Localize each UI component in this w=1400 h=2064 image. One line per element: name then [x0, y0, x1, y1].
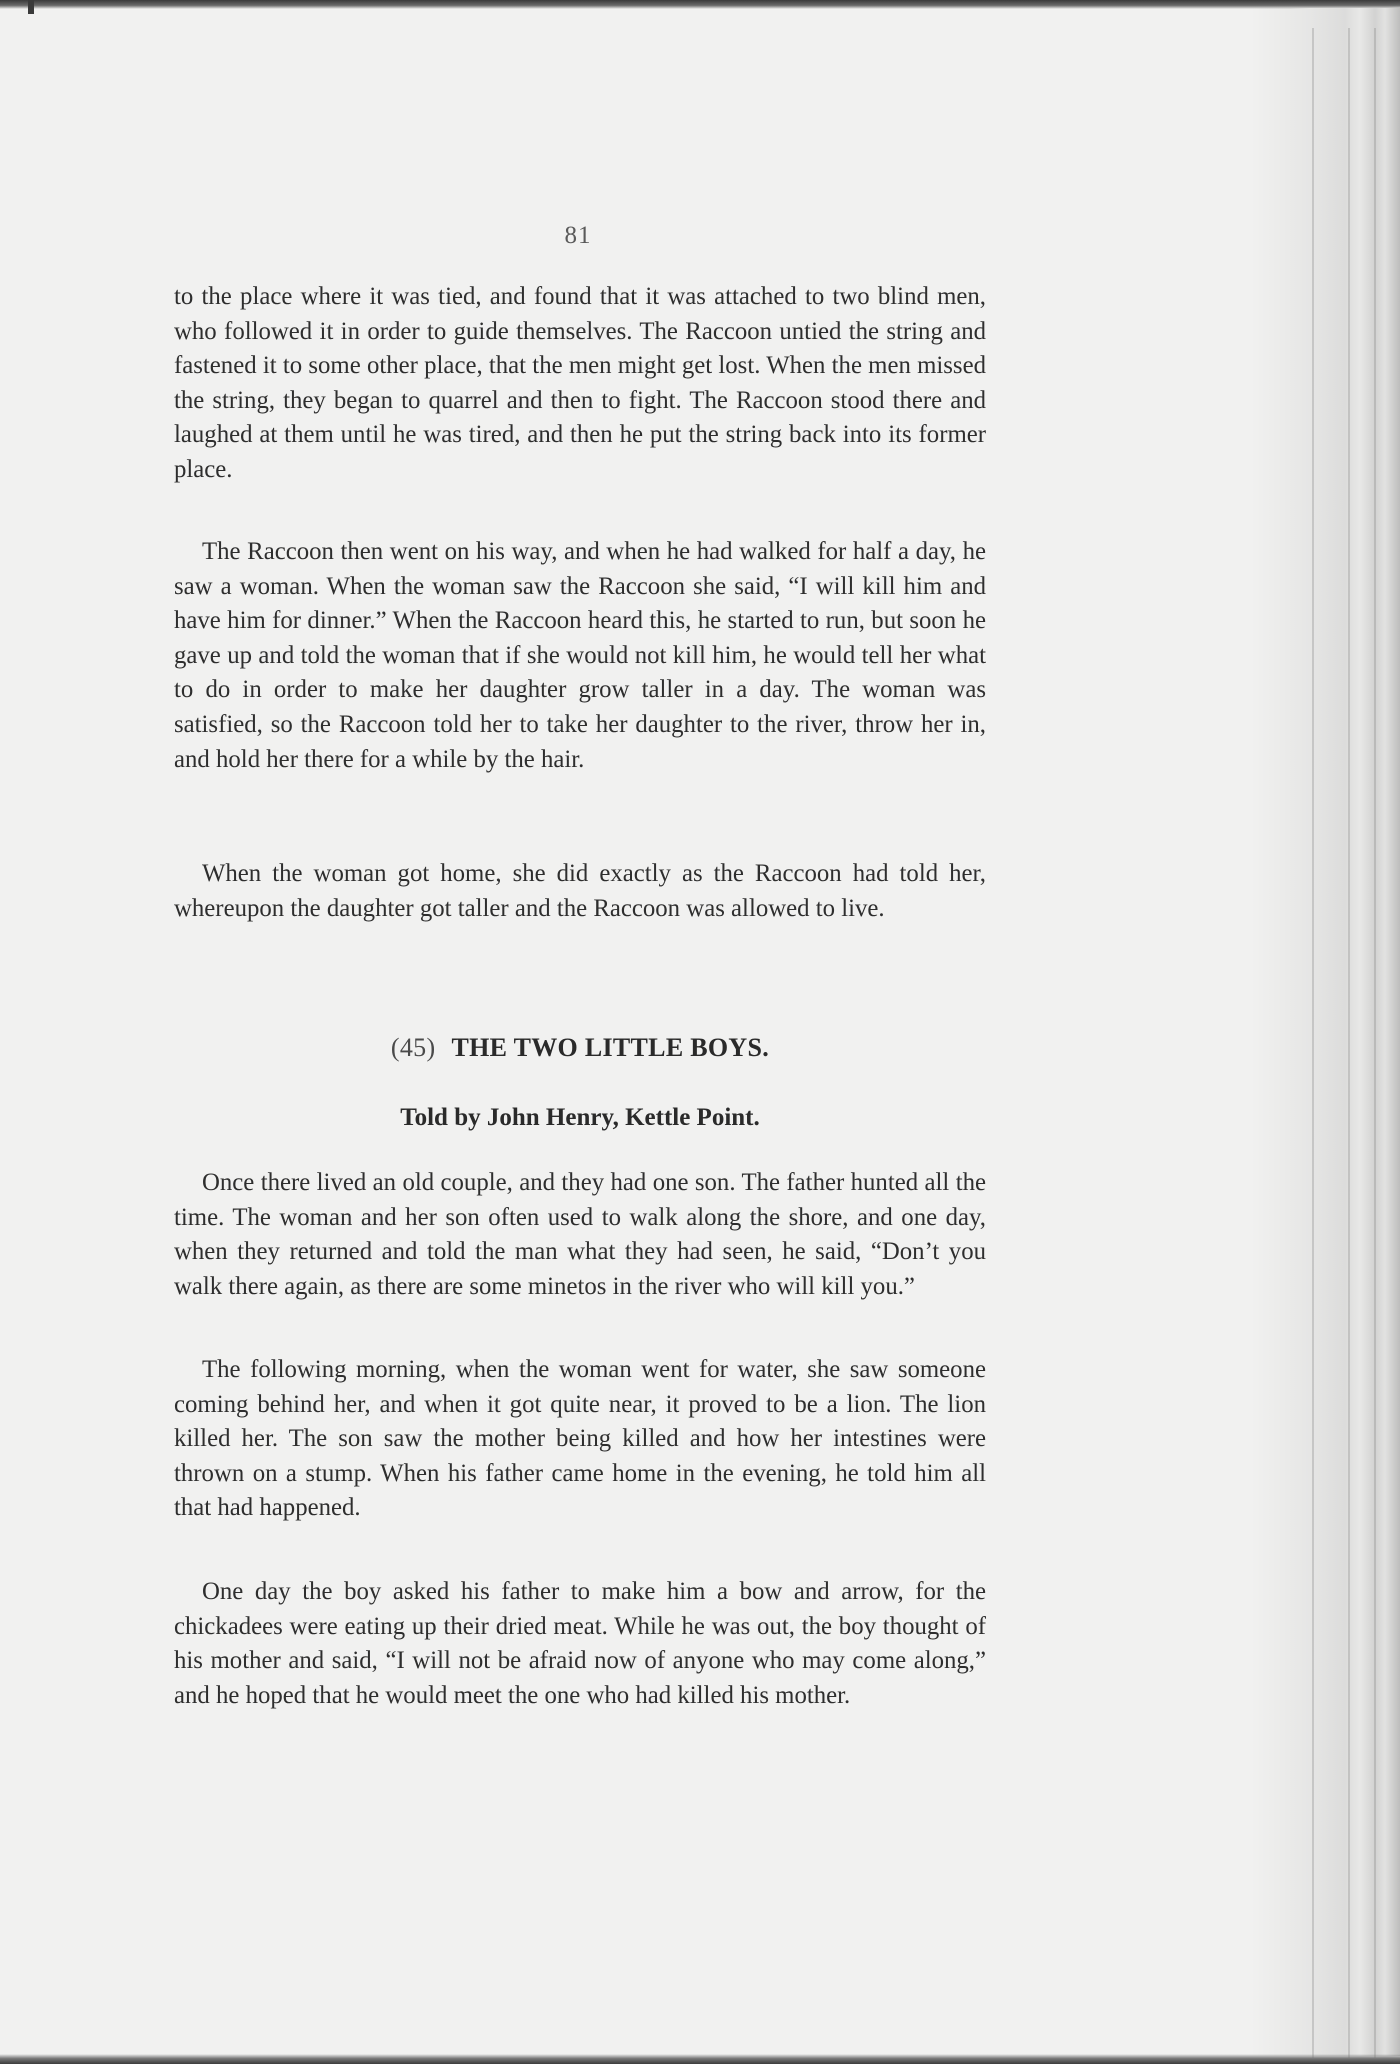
body-paragraph: Once there lived an old couple, and they had one son. The father hunted all the time. The woman and her son often used to walk along the shore, and one day, when they returned and told the man what they had seen, he said, “Don’t you walk there again, as there are some minetos in the river who will kill you.”: [174, 1169, 986, 1300]
story-heading: [174, 1033, 986, 1063]
scan-corner-mark: [28, 0, 34, 14]
body-paragraph: When the woman got home, she did exactly as the Raccoon had told her, whereupon the daughter got taller and the Raccoon was allowed to live.: [174, 860, 986, 922]
body-paragraph: The Raccoon then went on his way, and when he had walked for half a day, he saw a woman. When the woman saw the Raccoon she said, “I will kill him and have him for dinner.” When the Raccoon heard this, he started to run, but soon he gave up and told the woman that if she would not kill him, he would tell her what to do in order to make her daughter grow taller in a day. The woman was satisfied, so the Raccoon told her to take her daughter to the river, throw her in, and hold her there for a while by the hair.: [174, 538, 986, 773]
story-number: (45): [390, 1033, 436, 1062]
story-title: THE TWO LITTLE BOYS.: [451, 1033, 770, 1062]
story-teller-credit: Told by John Henry, Kettle Point.: [400, 1104, 760, 1131]
page-edge-line: [1348, 28, 1350, 2058]
page-number: 81: [564, 222, 592, 249]
body-paragraph: The following morning, when the woman went for water, she saw someone coming behind her, and when it got quite near, it proved to be a lion. The lion killed her. The son saw the mother being killed and how her intestines were thrown on a stump. When his father came home in the evening, he told him all that had happened.: [174, 1356, 986, 1522]
book-page-edges: [1250, 8, 1400, 2056]
page-top-edge: [0, 0, 1400, 9]
body-paragraph: One day the boy asked his father to make him a bow and arrow, for the chickadees were eating up their dried meat. While he was out, the boy thought of his mother and said, “I will not be afraid now of anyone who may come along,” and he hoped that he would meet the one who had killed his mother.: [174, 1578, 986, 1709]
page-edge-line: [1312, 28, 1314, 2058]
body-paragraph: to the place where it was tied, and found that it was attached to two blind men, who followed it in order to guide themselves. The Raccoon untied the string and fastened it to some other place, that the men might get lost. When the men missed the string, they began to quarrel and then to fight. The Raccoon stood there and laughed at them until he was tired, and then he put the string back into its former place.: [174, 283, 986, 483]
page-bottom-edge: [0, 2054, 1400, 2064]
page-edge-line: [1374, 28, 1376, 2058]
